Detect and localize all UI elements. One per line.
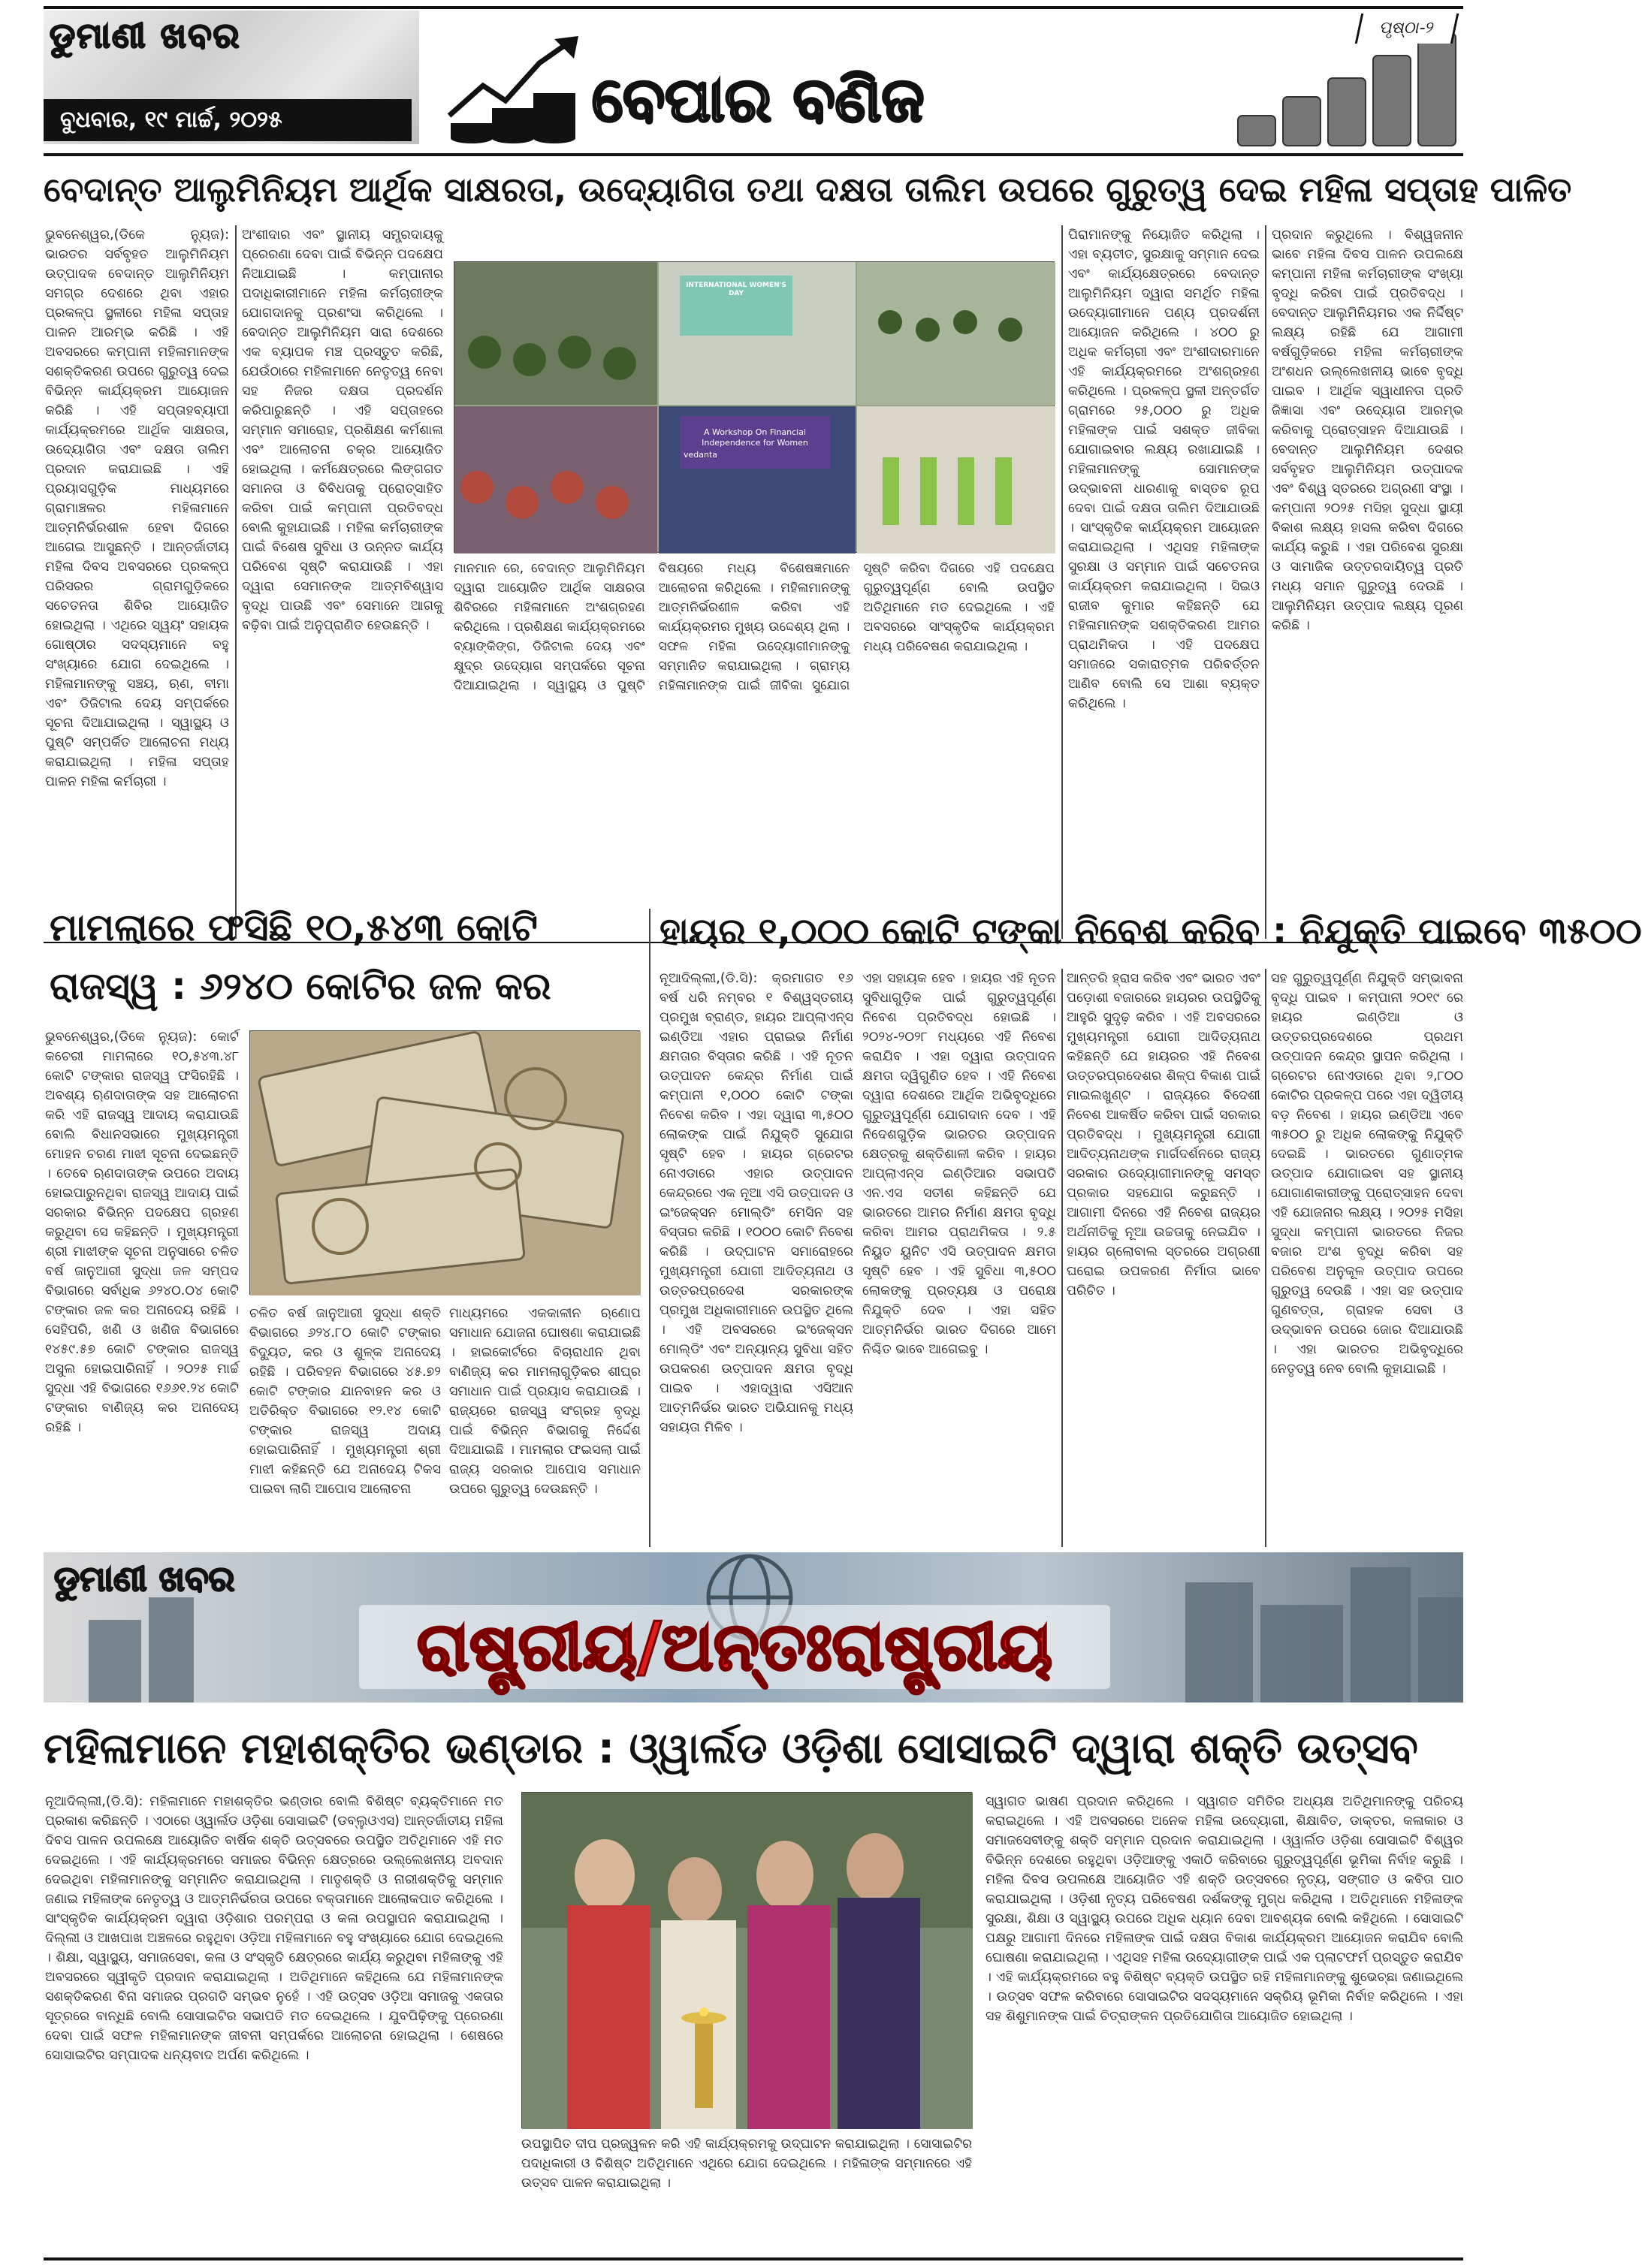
bottom-rule <box>44 2257 1463 2260</box>
article4-col2: ସ୍ୱାଗତ ଭାଷଣ ପ୍ରଦାନ କରିଥିଲେ । ସ୍ୱାଗତ ସମିତିର ଅଧ୍ୟକ୍ଷ ଅତିଥିମାନଙ୍କୁ ପରିଚୟ କରାଇଥିଲେ । ଏହି ଅବସରରେ ଅନେକ ମହିଳା ଉଦ୍ୟୋଗୀ, ଶିକ୍ଷାବିତ, ଡାକ୍ତର, କଳାକାର ଓ ସମାଜସେବୀଙ୍କୁ ଶକ୍ତି ସମ୍ମାନ ପ୍ରଦାନ କରାଯାଇଥିଲା । ଓ୍ୱାର୍ଲଡ ଓଡ଼ିଶା ସୋସାଇଟି ବିଶ୍ୱର ବିଭିନ୍ନ ଦେଶରେ ରହୁଥିବା ଓଡ଼ିଆଙ୍କୁ ଏକାଠି କରିବାରେ ଗୁରୁତ୍ୱପୂର୍ଣ୍ଣ ଭୂମିକା ନିର୍ବାହ କରୁଛି । ମହିଳା ଦିବସ ଉପଲକ୍ଷେ ଆୟୋଜିତ ଏହି ଶକ୍ତି ଉତ୍ସବରେ ନୃତ୍ୟ, ସଙ୍ଗୀତ ଓ କବିତା ପାଠ କରାଯାଇଥିଲା । ଓଡ଼ିଶୀ ନୃତ୍ୟ ପରିବେଷଣ ଦର୍ଶକଙ୍କୁ ମୁଗ୍ଧ କରିଥିଲା । ଅତିଥିମାନେ ମହିଳାଙ୍କ ସୁରକ୍ଷା, ଶିକ୍ଷା ଓ ସ୍ୱାସ୍ଥ୍ୟ ଉପରେ ଅଧିକ ଧ୍ୟାନ ଦେବା ଆବଶ୍ୟକ ବୋଲି କହିଥିଲେ । ସୋସାଇଟି ପକ୍ଷରୁ ଆଗାମୀ ଦିନରେ ମହିଳାଙ୍କ ପାଇଁ ଦକ୍ଷତା ବିକାଶ କାର୍ଯ୍ୟକ୍ରମ ଆୟୋଜନ କରାଯିବ ବୋଲି ଘୋଷଣା କରାଯାଇଥିଲା । ଏଥିସହ ମହିଳା ଉଦ୍ୟୋଗୀଙ୍କ ପାଇଁ ଏକ ପ୍ଲାଟଫର୍ମ ପ୍ରସ୍ତୁତ କରାଯିବ । ଏହି କାର୍ଯ୍ୟକ୍ରମରେ ବହୁ ବିଶିଷ୍ଟ ବ୍ୟକ୍ତି ଉପସ୍ଥିତ ରହି ମହିଳାମାନଙ୍କୁ ଶୁଭେଚ୍ଛା ଜଣାଇଥିଲେ । ଉତ୍ସବ ସଫଳ କରିବାରେ ସୋସାଇଟିର ସଦସ୍ୟମାନେ ସକ୍ରିୟ ଭୂମିକା ନିର୍ବାହ କରିଥିଲେ । ଏହା ସହ ଶିଶୁମାନଙ୍କ ପାଇଁ ଚିତ୍ରାଙ୍କନ ପ୍ରତିଯୋଗିତା ଆୟୋଜିତ ହୋଇଥିଲା । <box>986 1794 1463 2024</box>
article3-headline: ହାୟର ୧,୦୦୦ କୋଟି ଟଙ୍କା ନିବେଶ କରିବ : ନିଯୁକ୍ତି ପାଇବେ ୩୫୦୦ <box>660 910 1642 952</box>
growth-chart-icon <box>442 33 584 146</box>
article2-photo <box>249 1030 640 1295</box>
column-divider <box>1265 225 1266 939</box>
top-rule <box>44 6 1463 9</box>
issue-date: ବୁଧବାର, ୧୯ ମାର୍ଚ୍ଚ, ୨୦୨୫ <box>44 99 412 141</box>
article1-photo <box>454 261 1055 553</box>
article4-photo-caption: ଉପସ୍ଥାପିତ ଦୀପ ପ୍ରଜ୍ୱଳନ କରି ଏହି କାର୍ଯ୍ୟକ୍ରମକୁ ଉଦ୍‌ଘାଟନ କରାଯାଇଥିଲା । ସୋସାଇଟିର ପଦାଧିକାରୀ ଓ ବିଶିଷ୍ଟ ଅତିଥିମାନେ ଏଥିରେ ଯୋଗ ଦେଇଥିଲେ । ମହିଳାଙ୍କ ସମ୍ମାନରେ ଏହି ଉତ୍ସବ ପାଳନ କରାଯାଇଥିଲା । <box>521 2137 972 2191</box>
article4-headline: ମହିଳାମାନେ ମହାଶକ୍ତିର ଭଣ୍ଡାର : ଓ୍ୱାର୍ଲଡ ଓଡ଼ିଶା ସୋସାଇଟି ଦ୍ୱାରା ଶକ୍ତି ଉତ୍ସବ <box>44 1724 1418 1773</box>
photo-workshop-text: A Workshop On Financial Independence for Women <box>702 427 808 448</box>
masthead-logo-panel <box>44 11 419 144</box>
coin-stacks-icon <box>1230 26 1463 149</box>
column-divider <box>1061 969 1063 1547</box>
article3-col2: ଏହା ସହାୟକ ହେବ । ହାୟର ଏହି ନୂତନ ସୁବିଧାଗୁଡ଼ିକ ପାଇଁ ଗୁରୁତ୍ୱପୂର୍ଣ୍ଣ ନିବେଶ ପ୍ରତିବଦ୍ଧ ହୋଇଛି । ୨୦୨୪-୨୦୨୮ ମଧ୍ୟରେ ଏହି ନିବେଶ କରାଯିବ । ଏହା ଦ୍ୱାରା ଉତ୍ପାଦନ କ୍ଷମତା ଦ୍ୱିଗୁଣିତ ହେବ । ଏହି ନିବେଶ ଦ୍ୱାରା ଦେଶରେ ଆର୍ଥିକ ଅଭିବୃଦ୍ଧିରେ ଗୁରୁତ୍ୱପୂର୍ଣ୍ଣ ଯୋଗଦାନ ଦେବ । ଏହି ନିଦେଶଗୁଡ଼ିକ ଭାରତର ଉତ୍ପାଦନ କ୍ଷେତ୍ରକୁ ଶକ୍ତିଶାଳୀ କରିବ । ହାୟର ଆପ୍ଲାଏନ୍ସ ଇଣ୍ଡିଆର ସଭାପତି ଏନ.ଏସ ସତୀଶ କହିଛନ୍ତି ଯେ ଭାରତରେ ଆମର ନିର୍ମାଣ କ୍ଷମତା ବୃଦ୍ଧି କରିବା ଆମର ପ୍ରାଥମିକତା । ୨.୫ ନିୟୁତ ୟୁନିଟ ଏସି ଉତ୍ପାଦନ କ୍ଷମତା ସୃଷ୍ଟି ହେବ । ଏହି ସୁବିଧା ୩,୫୦୦ ଲୋକଙ୍କୁ ପ୍ରତ୍ୟକ୍ଷ ଓ ପରୋକ୍ଷ ନିଯୁକ୍ତି ଦେବ । ଏହା ସହିତ ଆତ୍ମନିର୍ଭର ଭାରତ ଦିଗରେ ଆମେ ନିଶ୍ଚିତ ଭାବେ ଆଗେଇବୁ । <box>862 971 1056 1357</box>
article3-col3: ଆନ୍ତରି ହ୍ରାସ କରିବ ଏବଂ ଭାରତ ଏବଂ ପଡ଼ୋଶୀ ବଜାରରେ ହାୟରର ଉପସ୍ଥିତିକୁ ଆହୁରି ସୁଦୃଢ଼ କରିବ । ଏହି ଅବସରରେ ମୁଖ୍ୟମନ୍ତ୍ରୀ ଯୋଗୀ ଆଦିତ୍ୟନାଥ କହିଛନ୍ତି ଯେ ହାୟରର ଏହି ନିବେଶ ଉତ୍ତରପ୍ରଦେଶର ଶିଳ୍ପ ବିକାଶ ପାଇଁ ମାଇଲଖୁଣ୍ଟ । ରାଜ୍ୟରେ ବିଦେଶୀ ନିବେଶ ଆକର୍ଷିତ କରିବା ପାଇଁ ସରକାର ପ୍ରତିବଦ୍ଧ । ମୁଖ୍ୟମନ୍ତ୍ରୀ ଯୋଗୀ ଆଦିତ୍ୟନାଥଙ୍କ ମାର୍ଗଦର୍ଶନରେ ରାଜ୍ୟ ସରକାର ଉଦ୍ୟୋଗୀମାନଙ୍କୁ ସମସ୍ତ ପ୍ରକାର ସହଯୋଗ କରୁଛନ୍ତି । ଆଗାମୀ ଦିନରେ ଏହି ନିବେଶ ରାଜ୍ୟର ଅର୍ଥନୀତିକୁ ନୂଆ ଉଚ୍ଚତାକୁ ନେଇଯିବ । ହାୟର ଗ୍ଲୋବାଲ ସ୍ତରରେ ଅଗ୍ରଣୀ ଘରୋଇ ଉପକରଣ ନିର୍ମାତା ଭାବେ ପରିଚିତ । <box>1067 971 1260 1298</box>
article1-headline: ବେଦାନ୍ତ ଆଲୁମିନିୟମ ଆର୍ଥିକ ସାକ୍ଷରତା, ଉଦ୍ୟୋଗିତା ତଥା ଦକ୍ଷତା ତାଲିମ ଉପରେ ଗୁରୁତ୍ୱ ଦେଇ ମହିଳା ସପ୍ତାହ ପାଳିତ <box>44 170 1572 210</box>
column-divider <box>235 225 237 939</box>
masthead-rule <box>44 153 1463 156</box>
currency-notes-photo <box>250 1031 641 1295</box>
women-week-photo-collage <box>454 262 1055 553</box>
article2-col1: ଭୁବନେଶ୍ୱର,(ଡିକେ ନ୍ୟୁଜ): କୋର୍ଟ କଚେରୀ ମାମଲାରେ ୧୦,୫୪୩.୪୮ କୋଟି ଟଙ୍କାର ରାଜସ୍ୱ ଫସିରହିଛି । ଅବଶ୍ୟ ଋଣଦାତାଙ୍କ ସହ ଆଲୋଚନା କରି ଏହି ରାଜସ୍ୱ ଆଦାୟ କରାଯାଉଛି ବୋଲି ବିଧାନସଭାରେ ମୁଖ୍ୟମନ୍ତ୍ରୀ ମୋହନ ଚରଣ ମାଝୀ ସୂଚନା ଦେଇଛନ୍ତି । ତେବେ ଋଣଦାତାଙ୍କ ଉପରେ ଅଦାୟ ହୋଇପାରୁନଥିବା ରାଜସ୍ୱ ଆଦାୟ ପାଇଁ ସରକାର ବିଭିନ୍ନ ପଦକ୍ଷେପ ଗ୍ରହଣ କରୁଥିବା ସେ କହିଛନ୍ତି । ମୁଖ୍ୟମନ୍ତ୍ରୀ ଶ୍ରୀ ମାଝୀଙ୍କ ସୂଚନା ଅନୁସାରେ ଚଳିତ ବର୍ଷ ଜାନୁଆରୀ ସୁଦ୍ଧା ଜଳ ସମ୍ପଦ ବିଭାଗରେ ସର୍ବାଧିକ ୬୨୪୦.୦୪ କୋଟି ଟଙ୍କାର ଜଳ କର ଅନାଦେୟ ରହିଛି । ସେହିପରି, ଖଣି ଓ ଖଣିଜ ବିଭାଗରେ ୧୪୫୯.୫୭ କୋଟି ଟଙ୍କାର ରାଜସ୍ୱ ଅସୁଲ ହୋଇପାରିନାହିଁ । ୨୦୨୫ ମାର୍ଚ୍ଚ ସୁଦ୍ଧା ଏହି ବିଭାଗରେ ୧୬୬୧.୨୪ କୋଟି ଟଙ୍କାର ବାଣିଜ୍ୟ କର ଅନାଦେୟ ରହିଛି । <box>45 1030 239 1435</box>
banner-title: ରାଷ୍ଟ୍ରୀୟ/ଅନ୍ତଃରାଷ୍ଟ୍ରୀୟ <box>359 1605 1110 1689</box>
article1-photo-caption: ମାନମାନ ରେ, ବେଦାନ୍ତ ଆଲୁମିନିୟମ ଦ୍ୱାରା ଆୟୋଜିତ ଆର୍ଥିକ ସାକ୍ଷରତା ଶିବିରରେ ମହିଳାମାନେ ଅଂଶଗ୍ରହଣ କରିଥିଲେ । ପ୍ରଶିକ୍ଷଣ କାର୍ଯ୍ୟକ୍ରମରେ ବ୍ୟାଙ୍କିଙ୍ଗ, ଡିଜିଟାଲ ଦେୟ ଏବଂ କ୍ଷୁଦ୍ର ଉଦ୍ୟୋଗ ସମ୍ପର୍କରେ ସୂଚନା ଦିଆଯାଇଥିଲା । ସ୍ୱାସ୍ଥ୍ୟ ଓ ପୁଷ୍ଟି ବିଷୟରେ ମଧ୍ୟ ବିଶେଷଜ୍ଞମାନେ ଆଲୋଚନା କରିଥିଲେ । ମହିଳାମାନଙ୍କୁ ଆତ୍ମନିର୍ଭରଶୀଳ କରିବା ଏହି କାର୍ଯ୍ୟକ୍ରମର ମୁଖ୍ୟ ଉଦ୍ଦେଶ୍ୟ ଥିଲା । ସଫଳ ମହିଳା ଉଦ୍ୟୋଗୀମାନଙ୍କୁ ସମ୍ମାନିତ କରାଯାଇଥିଲା । ଗ୍ରାମ୍ୟ ମହିଳାମାନଙ୍କ ପାଇଁ ଜୀବିକା ସୁଯୋଗ ସୃଷ୍ଟି କରିବା ଦିଗରେ ଏହି ପଦକ୍ଷେପ ଗୁରୁତ୍ୱପୂର୍ଣ୍ଣ ବୋଲି ଉପସ୍ଥିତ ଅତିଥିମାନେ ମତ ଦେଇଥିଲେ । ଏହି ଅବସରରେ ସାଂସ୍କୃତିକ କାର୍ଯ୍ୟକ୍ରମ ମଧ୍ୟ ପରିବେଷଣ କରାଯାଇଥିଲା । <box>454 561 1055 693</box>
article3-col1: ନୂଆଦିଲ୍ଲୀ,(ଡି.ସି): କ୍ରମାଗତ ୧୬ ବର୍ଷ ଧରି ନମ୍ବର ୧ ବିଶ୍ୱସ୍ତରୀୟ ପ୍ରମୁଖ ବ୍ରାଣ୍ଡ, ହାୟର ଆପ୍ଲାଏନ୍ସ ଇଣ୍ଡିଆ ଏହାର ପ୍ରାଇଭ ନିର୍ମାଣ କ୍ଷମତାର ବିସ୍ତାର କରିଛି । ଏହି ନୂତନ ଉତ୍ପାଦନ କେନ୍ଦ୍ର ନିର୍ମାଣ ପାଇଁ କମ୍ପାନୀ ୧,୦୦୦ କୋଟି ଟଙ୍କା ନିବେଶ କରିବ । ଏହା ଦ୍ୱାରା ୩,୫୦୦ ଲୋକଙ୍କ ପାଇଁ ନିଯୁକ୍ତି ସୁଯୋଗ ସୃଷ୍ଟି ହେବ । ହାୟର ଗ୍ରେଟର ନୋଏଡାରେ ଏହାର ଉତ୍ପାଦନ କେନ୍ଦ୍ରରେ ଏକ ନୂଆ ଏସି ଉତ୍ପାଦନ ଓ ଇଂଜେକ୍ସନ ମୋଲ୍ଡିଂ ମେସିନ ସହ ବିସ୍ତାର କରିଛି । ୧୦୦୦ କୋଟି ନିବେଶ କରିଛି । ଉଦ୍‌ଘାଟନ ସମାରୋହରେ ମୁଖ୍ୟମନ୍ତ୍ରୀ ଯୋଗୀ ଆଦିତ୍ୟନାଥ ଓ ଉତ୍ତରପ୍ରଦେଶ ସରକାରଙ୍କ ପ୍ରମୁଖ ଅଧିକାରୀମାନେ ଉପସ୍ଥିତ ଥିଲେ । ଏହି ଅବସରରେ ଇଂଜେକ୍ସନ ମୋଲ୍ଡିଂ ଏବଂ ଅନ୍ୟାନ୍ୟ ସୁବିଧା ସହିତ ଉପକରଣ ଉତ୍ପାଦନ କ୍ଷମତା ବୃଦ୍ଧି ପାଇବ । ଏହାଦ୍ୱାରା ଏସିଆନ ଆତ୍ମନିର୍ଭର ଭାରତ ଅଭିଯାନକୁ ମଧ୍ୟ ସହାୟତା ମିଳିବ । <box>660 971 853 1435</box>
article1-col3: ପିରାମାନଙ୍କୁ ନିୟୋଜିତ କରିଥିଲା । ଏହା ବ୍ୟତୀତ, ସୁରକ୍ଷାକୁ ସମ୍ମାନ ଦେଇ ଏବଂ କାର୍ଯ୍ୟକ୍ଷେତ୍ରରେ ବେଦାନ୍ତ ଆଲୁମିନିୟମ ଦ୍ୱାରା ସମର୍ଥିତ ମହିଳା ଉଦ୍ୟୋଗୀମାନେ ପଣ୍ୟ ପ୍ରଦର୍ଶନୀ ଆୟୋଜନ କରିଥିଲେ । ୪୦୦ ରୁ ଅଧିକ କର୍ମଚାରୀ ଏବଂ ଅଂଶୀଦାରମାନେ ଏହି କାର୍ଯ୍ୟକ୍ରମରେ ଅଂଶଗ୍ରହଣ କରିଥିଲେ । ପ୍ରକଳ୍ପ ସ୍ଥଳୀ ଅନ୍ତର୍ଗତ ଗ୍ରାମରେ ୨୫,୦୦୦ ରୁ ଅଧିକ ମହିଳାଙ୍କ ପାଇଁ ସଶକ୍ତ ଜୀବିକା ଯୋଗାଇବାର ଲକ୍ଷ୍ୟ ରଖାଯାଇଛି । ମହିଳାମାନଙ୍କୁ ସୋମାନଙ୍କ ଉଦ୍ଭାବନୀ ଧାରଣାକୁ ବାସ୍ତବ ରୂପ ଦେବା ପାଇଁ ଦକ୍ଷତା ତାଲିମ ଦିଆଯାଉଛି । ସାଂସ୍କୃତିକ କାର୍ଯ୍ୟକ୍ରମ ଆୟୋଜନ କରାଯାଇଥିଲା । ଏଥିସହ ମହିଳାଙ୍କ ସୁରକ୍ଷା ଓ ସମ୍ମାନ ପାଇଁ ସଚେତନତା କାର୍ଯ୍ୟକ୍ରମ କରାଯାଇଥିଲା । ସିଇଓ ରାଜୀବ କୁମାର କହିଛନ୍ତି ଯେ ମହିଳାମାନଙ୍କ ସଶକ୍ତିକରଣ ଆମର ପ୍ରାଥମିକତା । ଏହି ପଦକ୍ଷେପ ସମାଜରେ ସକାରାତ୍ମକ ପରିବର୍ତ୍ତନ ଆଣିବ ବୋଲି ସେ ଆଶା ବ୍ୟକ୍ତ କରିଥିଲେ । <box>1068 228 1260 711</box>
article4-col1: ନୂଆଦିଲ୍ଲୀ,(ଡି.ସି): ମହିଳାମାନେ ମହାଶକ୍ତିର ଭଣ୍ଡାର ବୋଲି ବିଶିଷ୍ଟ ବ୍ୟକ୍ତିମାନେ ମତ ପ୍ରକାଶ କରିଛନ୍ତି । ଏଠାରେ ଓ୍ୱାର୍ଲଡ ଓଡ଼ିଶା ସୋସାଇଟି (ଡବ୍ଲୁଓଏସ) ଆନ୍ତର୍ଜାତୀୟ ମହିଳା ଦିବସ ପାଳନ ଉପଲକ୍ଷେ ଆୟୋଜିତ ବାର୍ଷିକ ଶକ୍ତି ଉତ୍ସବରେ ଉପସ୍ଥିତ ଅତିଥିମାନେ ଏହି ମତ ଦେଇଥିଲେ । ଏହି କାର୍ଯ୍ୟକ୍ରମରେ ସମାଜର ବିଭିନ୍ନ କ୍ଷେତ୍ରରେ ଉଲ୍ଲେଖନୀୟ ଅବଦାନ ଦେଇଥିବା ମହିଳାମାନଙ୍କୁ ସମ୍ମାନିତ କରାଯାଇଥିଲା । ମାତୃଶକ୍ତି ଓ ନାରୀଶକ୍ତିକୁ ସମ୍ମାନ ଜଣାଇ ମହିଳାଙ୍କ ନେତୃତ୍ୱ ଓ ଆତ୍ମନିର୍ଭରତା ଉପରେ ବକ୍ତାମାନେ ଆଲୋକପାତ କରିଥିଲେ । ସାଂସ୍କୃତିକ କାର୍ଯ୍ୟକ୍ରମ ଦ୍ୱାରା ଓଡ଼ିଶାର ପରମ୍ପରା ଓ କଳା ଉପସ୍ଥାପନ କରାଯାଇଥିଲା । ଦିଲ୍ଲୀ ଓ ଆଖପାଖ ଅଞ୍ଚଳରେ ରହୁଥିବା ଓଡ଼ିଆ ମହିଳାମାନେ ବହୁ ସଂଖ୍ୟାରେ ଯୋଗ ଦେଇଥିଲେ । ଶିକ୍ଷା, ସ୍ୱାସ୍ଥ୍ୟ, ସମାଜସେବା, କଳା ଓ ସଂସ୍କୃତି କ୍ଷେତ୍ରରେ କାର୍ଯ୍ୟ କରୁଥିବା ମହିଳାଙ୍କୁ ଏହି ଅବସରରେ ସ୍ୱୀକୃତି ପ୍ରଦାନ କରାଯାଇଥିଲା । ଅତିଥିମାନେ କହିଥିଲେ ଯେ ମହିଳାମାନଙ୍କ ସଶକ୍ତିକରଣ ବିନା ସମାଜର ପ୍ରଗତି ସମ୍ଭବ ନୁହେଁ । ଏହି ଉତ୍ସବ ଓଡ଼ିଆ ସମାଜକୁ ଏକତାର ସୂତ୍ରରେ ବାନ୍ଧିଛି ବୋଲି ସୋସାଇଟିର ସଭାପତି ମତ ଦେଇଥିଲେ । ଯୁବପିଢ଼ିଙ୍କୁ ପ୍ରେରଣା ଦେବା ପାଇଁ ସଫଳ ମହିଳାମାନଙ୍କ ଜୀବନୀ ସମ୍ପର୍କରେ ଆଲୋଚନା ହୋଇଥିଲା । ଶେଷରେ ସୋସାଇଟିର ସମ୍ପାଦକ ଧନ୍ୟବାଦ ଅର୍ପଣ କରିଥିଲେ । <box>45 1794 503 2063</box>
article1-col2: ଅଂଶୀଦାର ଏବଂ ସ୍ଥାନୀୟ ସମ୍ପ୍ରଦାୟକୁ ପ୍ରେରଣା ଦେବା ପାଇଁ ବିଭିନ୍ନ ପଦକ୍ଷେପ ନିଆଯାଇଛି । କମ୍ପାନୀର ପଦାଧିକାରୀମାନେ ମହିଳା କର୍ମଚାରୀଙ୍କ ଯୋଗଦାନକୁ ପ୍ରଶଂସା କରିଥିଲେ । ବେଦାନ୍ତ ଆଲୁମିନିୟମ ସାରା ଦେଶରେ ଏକ ବ୍ୟାପକ ମଞ୍ଚ ପ୍ରସ୍ତୁତ କରିଛି, ଯେଉଁଠାରେ ମହିଳାମାନେ ନେତୃତ୍ୱ ନେବା ସହ ନିଜର ଦକ୍ଷତା ପ୍ରଦର୍ଶନ କରିପାରୁଛନ୍ତି । ଏହି ସପ୍ତାହରେ ସମ୍ମାନ ସମାରୋହ, ପ୍ରଶିକ୍ଷଣ କର୍ମଶାଳା ଏବଂ ଆଲୋଚନା ଚକ୍ର ଆୟୋଜିତ ହୋଇଥିଲା । କର୍ମକ୍ଷେତ୍ରରେ ଲିଙ୍ଗଗତ ସମାନତା ଓ ବିବିଧତାକୁ ପ୍ରୋତ୍ସାହିତ କରିବା ପାଇଁ କମ୍ପାନୀ ପ୍ରତିବଦ୍ଧ ବୋଲି କୁହାଯାଇଛି । ମହିଳା କର୍ମଚାରୀଙ୍କ ପାଇଁ ବିଶେଷ ସୁବିଧା ଓ ଉନ୍ନତ କାର୍ଯ୍ୟ ପରିବେଶ ସୃଷ୍ଟି କରାଯାଉଛି । ଏହା ଦ୍ୱାରା ସେମାନଙ୍କ ଆତ୍ମବିଶ୍ୱାସ ବୃଦ୍ଧି ପାଉଛି ଏବଂ ସେମାନେ ଆଗକୁ ବଢ଼ିବା ପାଇଁ ଅନୁପ୍ରାଣିତ ହେଉଛନ୍ତି । <box>242 228 443 633</box>
article1-col1: ଭୁବନେଶ୍ୱର,(ଡିକେ ନ୍ୟୁଜ): ଭାରତର ସର୍ବବୃହତ ଆଲୁମିନିୟମ ଉତ୍ପାଦକ ବେଦାନ୍ତ ଆଲୁମିନିୟମ ସମଗ୍ର ଦେଶରେ ଥିବା ଏହାର ପ୍ରକଳ୍ପ ସ୍ଥଳୀରେ ମହିଳା ସପ୍ତାହ ପାଳନ ଆରମ୍ଭ କରିଛି । ଏହି ଅବସରରେ କମ୍ପାନୀ ମହିଳାମାନଙ୍କ ସଶକ୍ତିକରଣ ଉପରେ ଗୁରୁତ୍ୱ ଦେଇ ବିଭିନ୍ନ କାର୍ଯ୍ୟକ୍ରମ ଆୟୋଜନ କରିଛି । ଏହି ସପ୍ତାହବ୍ୟାପୀ କାର୍ଯ୍ୟକ୍ରମରେ ଆର୍ଥିକ ସାକ୍ଷରତା, ଉଦ୍ୟୋଗିତା ଏବଂ ଦକ୍ଷତା ତାଲିମ ପ୍ରଦାନ କରାଯାଇଛି । ଏହି ପ୍ରୟାସଗୁଡ଼ିକ ମାଧ୍ୟମରେ ଗ୍ରାମାଞ୍ଚଳର ମହିଳାମାନେ ଆତ୍ମନିର୍ଭରଶୀଳ ହେବା ଦିଗରେ ଆଗେଇ ଆସୁଛନ୍ତି । ଆନ୍ତର୍ଜାତୀୟ ମହିଳା ଦିବସ ଅବସରରେ ପ୍ରକଳ୍ପ ପରିସରର ଗ୍ରାମଗୁଡ଼ିକରେ ସଚେତନତା ଶିବିର ଆୟୋଜିତ ହୋଇଥିଲା । ଏଥିରେ ସ୍ୱୟଂ ସହାୟକ ଗୋଷ୍ଠୀର ସଦସ୍ୟମାନେ ବହୁ ସଂଖ୍ୟାରେ ଯୋଗ ଦେଇଥିଲେ । ମହିଳାମାନଙ୍କୁ ସଞ୍ଚୟ, ଋଣ, ବୀମା ଏବଂ ଡିଜିଟାଲ ଦେୟ ସମ୍ପର୍କରେ ସୂଚନା ଦିଆଯାଇଥିଲା । ସ୍ୱାସ୍ଥ୍ୟ ଓ ପୁଷ୍ଟି ସମ୍ପର୍କିତ ଆଲୋଚନା ମଧ୍ୟ କରାଯାଇଥିଲା । ମହିଳା ସପ୍ତାହ ପାଳନ ମହିଳା କର୍ମଚାରୀ । <box>45 228 229 789</box>
article1-col4: ପ୍ରଦାନ କରୁଥିଲେ । ବିଶ୍ୱଜନୀନ ଭାବେ ମହିଳା ଦିବସ ପାଳନ ଉପଲକ୍ଷେ କମ୍ପାନୀ ମହିଳା କର୍ମଚାରୀଙ୍କ ସଂଖ୍ୟା ବୃଦ୍ଧି କରିବା ପାଇଁ ପ୍ରତିବଦ୍ଧ । ବେଦାନ୍ତ ଆଲୁମିନିୟମର ଏକ ନିର୍ଦ୍ଦିଷ୍ଟ ଲକ୍ଷ୍ୟ ରହିଛି ଯେ ଆଗାମୀ ବର୍ଷଗୁଡ଼ିକରେ ମହିଳା କର୍ମଚାରୀଙ୍କ ଅଂଶଧନ ଉଲ୍ଲେଖନୀୟ ଭାବେ ବୃଦ୍ଧି ପାଇବ । ଆର୍ଥିକ ସ୍ୱାଧୀନତା ପ୍ରତି ଜିଜ୍ଞାସା ଏବଂ ଉଦ୍ୟୋଗ ଆରମ୍ଭ କରିବାକୁ ପ୍ରୋତ୍ସାହନ ଦିଆଯାଉଛି । ବେଦାନ୍ତ ଆଲୁମିନିୟମ ଦେଶର ସର୍ବବୃହତ ଆଲୁମିନିୟମ ଉତ୍ପାଦକ ଏବଂ ବିଶ୍ୱ ସ୍ତରରେ ଅଗ୍ରଣୀ ସଂସ୍ଥା । କମ୍ପାନୀ ୨୦୨୫ ମସିହା ସୁଦ୍ଧା ସ୍ଥାୟୀ ବିକାଶ ଲକ୍ଷ୍ୟ ହାସଲ କରିବା ଦିଗରେ କାର୍ଯ୍ୟ କରୁଛି । ଏହା ପରିବେଶ ସୁରକ୍ଷା ଓ ସାମାଜିକ ଉତ୍ତରଦାୟିତ୍ୱ ପ୍ରତି ମଧ୍ୟ ସମାନ ଗୁରୁତ୍ୱ ଦେଉଛି । ଆଲୁମିନିୟମ ଉତ୍ପାଦ ଲକ୍ଷ୍ୟ ପୂରଣ କରିଛି । <box>1272 228 1463 633</box>
column-divider <box>1265 969 1266 1547</box>
section-title: ବେପାର ବଣିଜ <box>592 65 925 136</box>
section-banner <box>44 1552 1463 1703</box>
article2-headline-line2: ରାଜସ୍ୱ : ୬୨୪୦ କୋଟିର ଜଳ କର <box>50 964 551 1008</box>
article4-photo <box>521 1792 972 2128</box>
photo-logo-text: vedanta <box>684 450 718 460</box>
article2-headline-line1: ମାମଲାରେ ଫସିଛି ୧୦,୫୪୩ କୋଟି <box>50 906 538 949</box>
paper-name: ଡୁମାଣୀ ଖବର <box>50 15 241 56</box>
article2-col2: ଚଳିତ ବର୍ଷ ଜାନୁଆରୀ ସୁଦ୍ଧା ଶକ୍ତି ବିଭାଗରେ ୬୨୪.୮୦ କୋଟି ଟଙ୍କାର ବିଦ୍ୟୁତ, କର ଓ ଶୁଳ୍କ ଅନାଦେୟ ରହିଛି । ପରିବହନ ବିଭାଗରେ ୪୫.୭୨ କୋଟି ଟଙ୍କାର ଯାନବାହନ କର ଓ ଅତିରିକ୍ତ ବିଭାଗରେ ୧୨.୧୪ କୋଟି ଟଙ୍କାର ରାଜସ୍ୱ ଅଦାୟ ହୋଇପାରିନାହିଁ । ମୁଖ୍ୟମନ୍ତ୍ରୀ ଶ୍ରୀ ମାଝୀ କହିଛନ୍ତି ଯେ ଅନାଦେୟ ଟିକସ ପାଇବା ଲାଗି ଆପୋସ ଆଲୋଚନା <box>249 1306 441 1497</box>
column-divider <box>1061 225 1063 939</box>
banner-paper-name: ଡୁମାଣୀ ଖବର <box>54 1558 235 1599</box>
column-divider <box>649 909 650 1547</box>
photo-banner-text: INTERNATIONAL WOMEN'S DAY <box>686 282 786 297</box>
article3-col4: ସହ ଗୁରୁତ୍ୱପୂର୍ଣ୍ଣ ନିଯୁକ୍ତି ସମ୍ଭାବନା ବୃଦ୍ଧି ପାଇବ । କମ୍ପାନୀ ୨୦୧୯ ରେ ହାୟର ଇଣ୍ଡିଆ ଓ ଉତ୍ତରପ୍ରଦେଶରେ ପ୍ରଥମ ଉତ୍ପାଦନ କେନ୍ଦ୍ର ସ୍ଥାପନ କରିଥିଲା । ଗ୍ରେଟର ନୋଏଡାରେ ଥିବା ୨,୮୦୦ କୋଟିର ପ୍ରକଳ୍ପ ପରେ ଏହା ଦ୍ୱିତୀୟ ବଡ଼ ନିବେଶ । ହାୟର ଇଣ୍ଡିଆ ଏବେ ୩୫୦୦ ରୁ ଅଧିକ ଲୋକଙ୍କୁ ନିଯୁକ୍ତି ଦେଇଛି । ଭାରତରେ ଗୁଣାତ୍ମକ ଉତ୍ପାଦ ଯୋଗାଇବା ସହ ସ୍ଥାନୀୟ ଯୋଗାଣକାରୀଙ୍କୁ ପ୍ରୋତ୍ସାହନ ଦେବା ଏହି ଯୋଜନାର ଲକ୍ଷ୍ୟ । ୨୦୨୫ ମସିହା ସୁଦ୍ଧା କମ୍ପାନୀ ଭାରତରେ ନିଜର ବଜାର ଅଂଶ ବୃଦ୍ଧି କରିବା ସହ ପରିବେଶ ଅନୁକୂଳ ଉତ୍ପାଦ ଉପରେ ଗୁରୁତ୍ୱ ଦେଉଛି । ଏହା ସହ ଉତ୍ପାଦ ଗୁଣବତ୍ତା, ଗ୍ରାହକ ସେବା ଓ ଉଦ୍ଭାବନ ଉପରେ ଜୋର ଦିଆଯାଉଛି । ଏହା ଭାରତର ଅଭିବୃଦ୍ଧିରେ ନେତୃତ୍ୱ ନେବ ବୋଲି କୁହାଯାଇଛି । <box>1271 971 1463 1377</box>
page-number: ପୃଷ୍ଠା-୨ <box>1355 14 1459 44</box>
masthead <box>44 11 1463 153</box>
lamp-lighting-ceremony-photo <box>522 1793 973 2129</box>
article2-col3: ମାଧ୍ୟମରେ ଏକକାଳୀନ ଋଣୋପ ସମାଧାନ ଯୋଜନା ଘୋଷଣା କରାଯାଇଛି । ହାଇକୋର୍ଟରେ ବିଚାରାଧୀନ ଥିବା ବାଣିଜ୍ୟ କର ମାମଲାଗୁଡ଼ିକର ଶୀଘ୍ର ସମାଧାନ ପାଇଁ ପ୍ରୟାସ କରାଯାଉଛି । ରାଜ୍ୟରେ ରାଜସ୍ୱ ସଂଗ୍ରହ ବୃଦ୍ଧି ପାଇଁ ବିଭିନ୍ନ ବିଭାଗକୁ ନିର୍ଦ୍ଦେଶ ଦିଆଯାଇଛି । ମାମଲାର ଫଇସଲା ପାଇଁ ରାଜ୍ୟ ସରକାର ଆପୋସ ସମାଧାନ ଉପରେ ଗୁରୁତ୍ୱ ଦେଉଛନ୍ତି । <box>449 1306 641 1497</box>
